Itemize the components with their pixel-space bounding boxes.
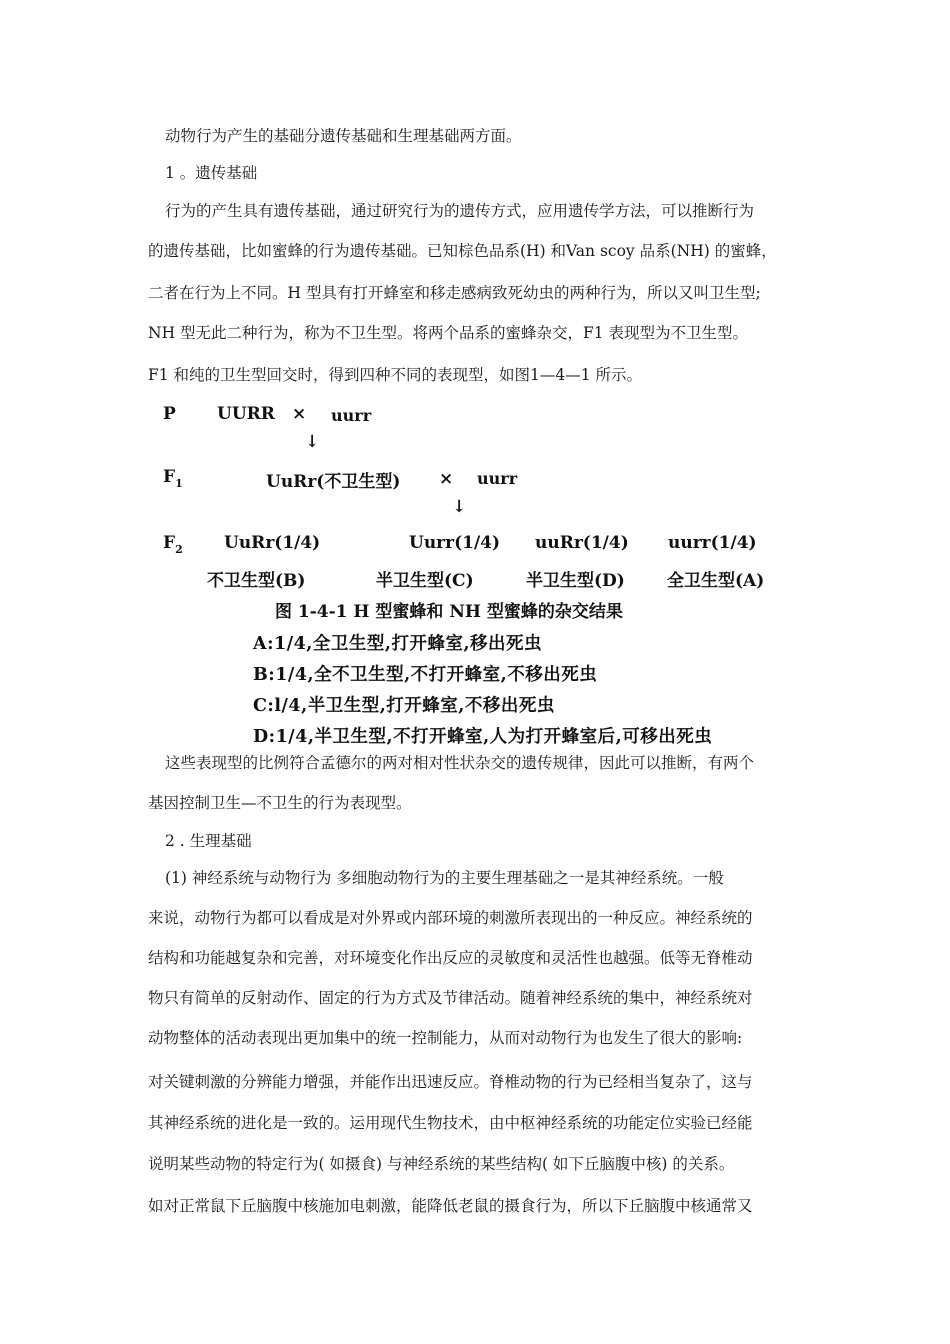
paragraph-line: 基因控制卫生—不卫生的行为表现型。: [148, 794, 412, 812]
paragraph-line: NH 型无此二种行为，称为不卫生型。将两个品系的蜜蜂杂交，F1 表现型为不卫生型。: [148, 324, 749, 342]
figure-f2-phenotype: 不卫生型(B): [207, 571, 306, 591]
figure-legend-item: B:1/4,全不卫生型,不打开蜂室,不移出死虫: [253, 665, 598, 685]
paragraph-line: 来说，动物行为都可以看成是对外界或内部环境的刺激所表现出的一种反应。神经系统的: [148, 909, 753, 927]
heading-genetic-basis: 1 。遗传基础: [165, 164, 258, 182]
figure-caption: 图 1-4-1 H 型蜜蜂和 NH 型蜜蜂的杂交结果: [275, 602, 623, 622]
figure-cross-sign: ×: [292, 404, 307, 424]
figure-p-label: P: [163, 404, 176, 424]
figure-f2-phenotype: 半卫生型(D): [526, 571, 625, 591]
heading-physiological-basis: 2 . 生理基础: [165, 832, 252, 850]
paragraph-line: 如对正常鼠下丘脑腹中核施加电刺激，能降低老鼠的摄食行为，所以下丘脑腹中核通常又: [148, 1197, 753, 1215]
paragraph-line: 的遗传基础，比如蜜蜂的行为遗传基础。已知棕色品系(H) 和Van scoy 品系(NH) 的蜜蜂，: [148, 242, 777, 260]
figure-arrow-down: ↓: [305, 432, 320, 452]
figure-f2-genotype: uuRr(1/4): [535, 533, 629, 553]
figure-f1-label: $F_1$: [163, 467, 183, 490]
paragraph-line: 结构和功能越复杂和完善，对环境变化作出反应的灵敏度和灵活性也越强。低等无脊椎动: [148, 949, 753, 967]
paragraph-line: (1) 神经系统与动物行为 多细胞动物行为的主要生理基础之一是其神经系统。一般: [165, 869, 724, 887]
figure-f2-genotype: uurr(1/4): [668, 533, 757, 553]
figure-f1-genotype: UuRr(不卫生型): [266, 472, 401, 492]
paragraph-line: 说明某些动物的特定行为( 如摄食) 与神经系统的某些结构( 如下丘脑腹中核) 的关系。: [148, 1155, 735, 1173]
figure-f2-genotype: Uurr(1/4): [409, 533, 501, 553]
paragraph-line: 这些表现型的比例符合孟德尔的两对相对性状杂交的遗传规律，因此可以推断，有两个: [165, 754, 755, 772]
figure-legend-item: A:1/4,全卫生型,打开蜂室,移出死虫: [253, 634, 543, 654]
intro-text: 动物行为产生的基础分遗传基础和生理基础两方面。: [165, 127, 522, 145]
figure-f2-genotype: UuRr(1/4): [224, 533, 321, 553]
figure-f2-phenotype: 半卫生型(C): [376, 571, 474, 591]
figure-p-parent2: uurr: [331, 406, 372, 425]
paragraph-line: F1 和纯的卫生型回交时，得到四种不同的表现型，如图1—4—1 所示。: [148, 366, 643, 384]
figure-p-parent1: UURR: [217, 404, 275, 424]
paragraph-line: 行为的产生具有遗传基础，通过研究行为的遗传方式，应用遗传学方法，可以推断行为: [165, 202, 755, 220]
paragraph-line: 动物整体的活动表现出更加集中的统一控制能力，从而对动物行为也发生了很大的影响:: [148, 1029, 743, 1047]
figure-f1-parent2: uurr: [477, 469, 518, 488]
paragraph-line: 其神经系统的进化是一致的。运用现代生物技术，由中枢神经系统的功能定位实验已经能: [148, 1114, 753, 1132]
figure-cross-sign: ×: [439, 469, 454, 489]
paragraph-line: 物只有简单的反射动作、固定的行为方式及节律活动。随着神经系统的集中，神经系统对: [148, 989, 753, 1007]
paragraph-line: 对关键刺激的分辨能力增强，并能作出迅速反应。脊椎动物的行为已经相当复杂了，这与: [148, 1073, 753, 1091]
figure-legend-item: D:1/4,半卫生型,不打开蜂室,人为打开蜂室后,可移出死虫: [253, 727, 713, 747]
figure-f2-phenotype: 全卫生型(A): [667, 571, 765, 591]
figure-arrow-down: ↓: [452, 497, 467, 517]
paragraph-line: 二者在行为上不同。H 型具有打开蜂室和移走感病致死幼虫的两种行为，所以又叫卫生型;: [148, 284, 761, 302]
figure-f2-label: $F_2$: [163, 533, 183, 556]
figure-legend-item: C:l/4,半卫生型,打开蜂室,不移出死虫: [253, 696, 555, 716]
